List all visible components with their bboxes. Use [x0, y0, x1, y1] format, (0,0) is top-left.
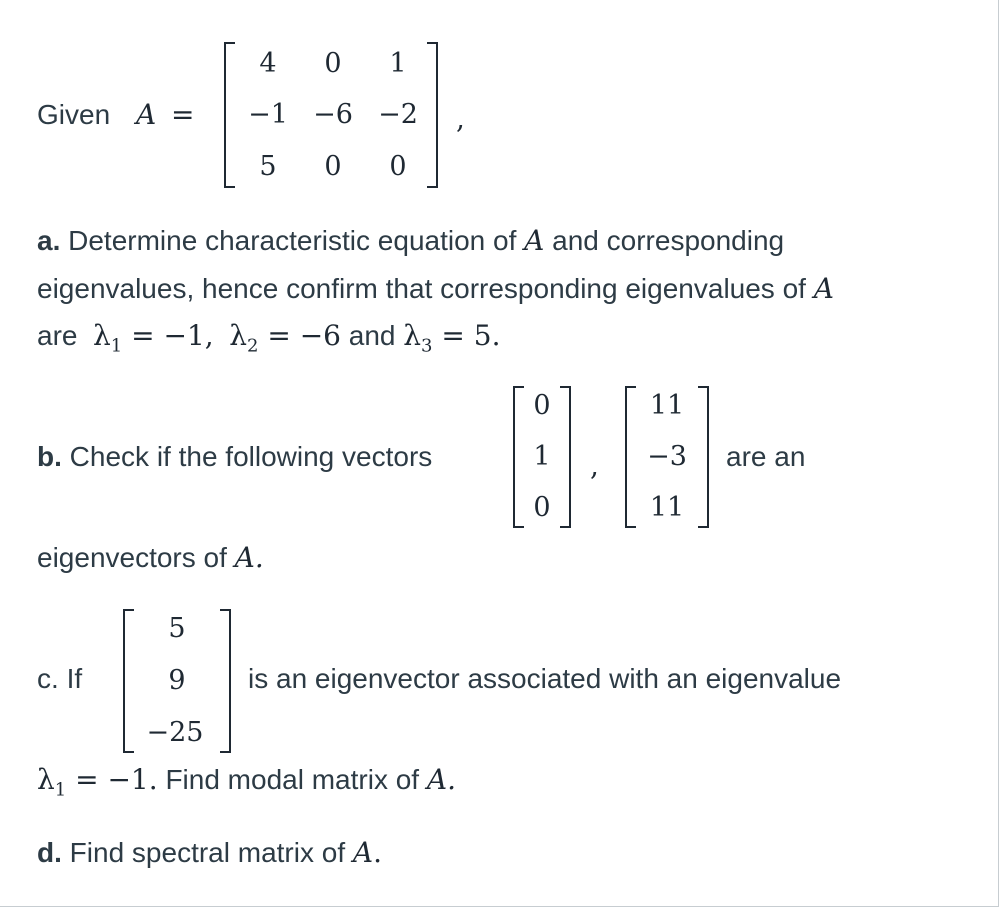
part-b-line2 — [37, 542, 264, 574]
part-a-label: a. — [37, 225, 61, 256]
lambda-1: $\lambda_1 = -1$, — [93, 319, 214, 357]
part-c-line2-text: Find modal matrix of — [165, 764, 420, 795]
part-b-label: b. — [37, 441, 62, 472]
matrix-cell: 0 — [324, 151, 342, 182]
vector-cell: 0 — [533, 390, 551, 421]
vector-cell: 0 — [533, 492, 551, 523]
equals-sign: = — [171, 98, 195, 131]
comma: , — [456, 102, 465, 135]
part-a-text: Determine characteristic equation of — [68, 225, 517, 256]
part-a-text-tail: and corresponding — [552, 225, 785, 256]
vector-cell: 5 — [168, 613, 186, 644]
part-c-tail: is an eigenvector associated with an eigenvalue — [248, 663, 842, 694]
part-a-line3 — [37, 320, 500, 363]
vector-cell: 11 — [649, 492, 685, 523]
vector-1 — [513, 386, 571, 528]
part-b-line1 — [37, 441, 432, 473]
part-d-text: Find spectral matrix of — [69, 837, 346, 868]
vector-cell: 1 — [533, 441, 551, 472]
given-label: Given — [37, 99, 111, 130]
part-a-line2-text: eigenvalues, hence confirm that corresponding eigenvalues of — [37, 273, 806, 304]
vector-cell: −3 — [647, 441, 687, 472]
right-bracket — [220, 609, 231, 753]
matrix-cell: −1 — [248, 99, 288, 130]
part-d-label: d. — [37, 837, 62, 868]
part-c-line2 — [37, 764, 456, 807]
matrix-A — [224, 42, 438, 188]
matrix-cell: −6 — [313, 99, 353, 130]
left-bracket — [123, 609, 134, 753]
part-b-text: Check if the following vectors — [69, 441, 433, 472]
vector-2 — [625, 386, 709, 528]
part-c-line1 — [37, 663, 82, 695]
lambda-1: $\lambda_1 = -1$. — [37, 763, 158, 801]
matrix-A-symbol: A — [136, 98, 157, 131]
matrix-cell: 1 — [389, 48, 407, 79]
part-b-line2-text: eigenvectors of — [37, 542, 227, 573]
vector-cell: 9 — [168, 665, 186, 696]
matrix-A-symbol: A. — [234, 541, 264, 574]
matrix-cell: 4 — [259, 48, 277, 79]
lambda-2: $\lambda_2 = -6$ — [229, 319, 341, 357]
matrix-A-symbol: A — [813, 272, 834, 305]
matrix-cell: 0 — [324, 48, 342, 79]
matrix-cell: 5 — [259, 151, 277, 182]
part-a-line2 — [37, 273, 834, 305]
vector-separator: , — [590, 449, 599, 482]
right-bracket — [427, 42, 438, 188]
matrix-A-symbol: A — [524, 224, 545, 257]
lambda-3: $\lambda_3 = 5$. — [403, 319, 501, 357]
part-c-label: c. — [37, 663, 59, 694]
eigenvector-c — [123, 609, 231, 753]
period: . — [373, 836, 383, 869]
matrix-cell: 0 — [389, 151, 407, 182]
matrix-A-symbol: A — [352, 836, 374, 869]
matrix-cell: −2 — [378, 99, 418, 130]
part-d-line — [37, 837, 382, 869]
part-b-tail: are an — [726, 441, 806, 472]
matrix-A-symbol: A. — [426, 763, 456, 796]
if-text: If — [66, 663, 83, 694]
and-text: and — [348, 320, 396, 351]
vector-cell: −25 — [146, 717, 204, 748]
vector-cell: 11 — [649, 390, 685, 421]
part-a-line1 — [37, 225, 784, 257]
left-bracket — [224, 42, 235, 188]
are-text: are — [37, 320, 78, 351]
